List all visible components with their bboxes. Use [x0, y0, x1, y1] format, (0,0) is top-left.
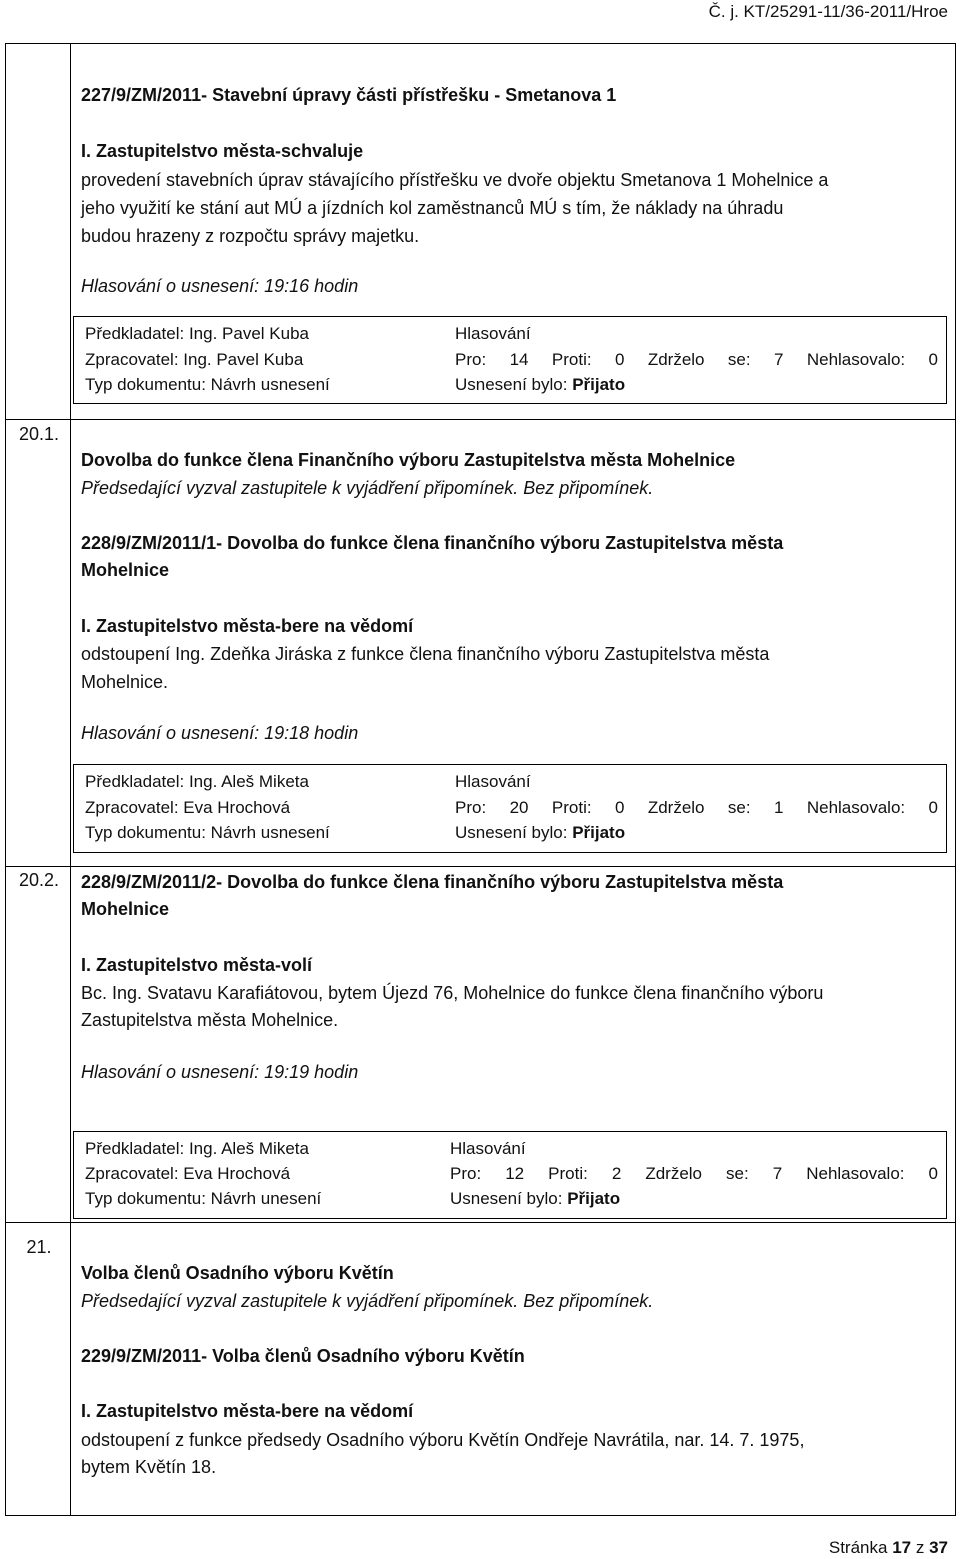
- proposer: Předkladatel: Ing. Pavel Kuba: [85, 324, 309, 343]
- document-type: Typ dokumentu: Návrh usnesení: [85, 375, 330, 394]
- vote-time: Hlasování o usnesení: 19:16 hodin: [81, 276, 359, 296]
- table-row-divider: [5, 866, 956, 867]
- document-type: Typ dokumentu: Návrh unesení: [85, 1189, 322, 1208]
- vote-result: Usnesení bylo: Přijato: [450, 1189, 621, 1208]
- resolution-title: 228/9/ZM/2011/2- Dovolba do funkce člena finančního výboru Zastupitelstva města: [81, 872, 784, 892]
- voting-box: [73, 316, 947, 404]
- voting-label: Hlasování: [455, 324, 531, 343]
- table-row-divider: [5, 1222, 956, 1223]
- resolution-text: Mohelnice.: [81, 672, 169, 692]
- resolution-heading: I. Zastupitelstvo města-schvaluje: [81, 141, 364, 161]
- resolution-text: odstoupení z funkce předsedy Osadního výboru Květín Ondřeje Navrátila, nar. 14. 7. 1975,: [81, 1430, 805, 1450]
- proposer: Předkladatel: Ing. Aleš Miketa: [85, 1139, 309, 1158]
- page-number: Stránka 17 z 37: [828, 1538, 948, 1557]
- voting-label: Hlasování: [455, 772, 531, 791]
- resolution-heading: I. Zastupitelstvo města-volí: [81, 955, 313, 975]
- item-number-20-2: 20.2.: [18, 870, 60, 890]
- resolution-title: 229/9/ZM/2011- Volba členů Osadního výboru Květín: [81, 1346, 525, 1366]
- resolution-title: 228/9/ZM/2011/1- Dovolba do funkce člena finančního výboru Zastupitelstva města: [81, 533, 784, 553]
- resolution-text: budou hrazeny z rozpočtu správy majetku.: [81, 226, 420, 246]
- resolution-title: Mohelnice: [81, 899, 170, 919]
- document-reference: Č. j. KT/25291-11/36-2011/Hroe: [708, 2, 948, 21]
- voting-box: [73, 764, 947, 853]
- resolution-heading: I. Zastupitelstvo města-bere na vědomí: [81, 1401, 414, 1421]
- voting-label: Hlasování: [450, 1139, 526, 1158]
- resolution-text: Bc. Ing. Svatavu Karafiátovou, bytem Újezd 76, Mohelnice do funkce člena finančního výboru: [81, 983, 824, 1003]
- agenda-item-title: Volba členů Osadního výboru Květín: [81, 1263, 394, 1283]
- vote-result: Usnesení bylo: Přijato: [455, 823, 626, 842]
- resolution-title: Mohelnice: [81, 560, 170, 580]
- processor: Zpracovatel: Eva Hrochová: [85, 1164, 291, 1183]
- table-row-divider: [5, 419, 956, 420]
- vote-counts: Pro: 12 Proti: 2 Zdrželo se: 7 Nehlasovalo: 0: [450, 1164, 938, 1183]
- agenda-item-title: Dovolba do funkce člena Finančního výboru Zastupitelstva města Mohelnice: [81, 450, 736, 470]
- proposer: Předkladatel: Ing. Aleš Miketa: [85, 772, 309, 791]
- resolution-title: 227/9/ZM/2011- Stavební úpravy části přístřešku - Smetanova 1: [81, 85, 617, 105]
- resolution-text: bytem Květín 18.: [81, 1457, 217, 1477]
- resolution-heading: I. Zastupitelstvo města-bere na vědomí: [81, 616, 414, 636]
- chair-note: Předsedající vyzval zastupitele k vyjádření připomínek. Bez připomínek.: [81, 478, 654, 498]
- vote-time: Hlasování o usnesení: 19:18 hodin: [81, 723, 359, 743]
- item-number-21: 21.: [26, 1237, 52, 1257]
- resolution-text: provedení stavebních úprav stávajícího přístřešku ve dvoře objektu Smetanova 1 Mohelnice a: [81, 170, 829, 190]
- vote-result: Usnesení bylo: Přijato: [455, 375, 626, 394]
- vote-counts: Pro: 14 Proti: 0 Zdrželo se: 7 Nehlasovalo: 0: [455, 350, 938, 369]
- resolution-text: odstoupení Ing. Zdeňka Jiráska z funkce člena finančního výboru Zastupitelstva města: [81, 644, 770, 664]
- voting-box: [73, 1131, 947, 1219]
- chair-note: Předsedající vyzval zastupitele k vyjádření připomínek. Bez připomínek.: [81, 1291, 654, 1311]
- document-type: Typ dokumentu: Návrh usnesení: [85, 823, 330, 842]
- item-number-20-1: 20.1.: [18, 424, 60, 444]
- processor: Zpracovatel: Ing. Pavel Kuba: [85, 350, 304, 369]
- table-column-divider: [70, 43, 71, 1516]
- resolution-text: Zastupitelstva města Mohelnice.: [81, 1010, 339, 1030]
- vote-counts: Pro: 20 Proti: 0 Zdrželo se: 1 Nehlasovalo: 0: [455, 798, 938, 817]
- processor: Zpracovatel: Eva Hrochová: [85, 798, 291, 817]
- vote-time: Hlasování o usnesení: 19:19 hodin: [81, 1062, 359, 1082]
- resolution-text: jeho využití ke stání aut MÚ a jízdních kol zaměstnanců MÚ s tím, že náklady na úhradu: [81, 198, 784, 218]
